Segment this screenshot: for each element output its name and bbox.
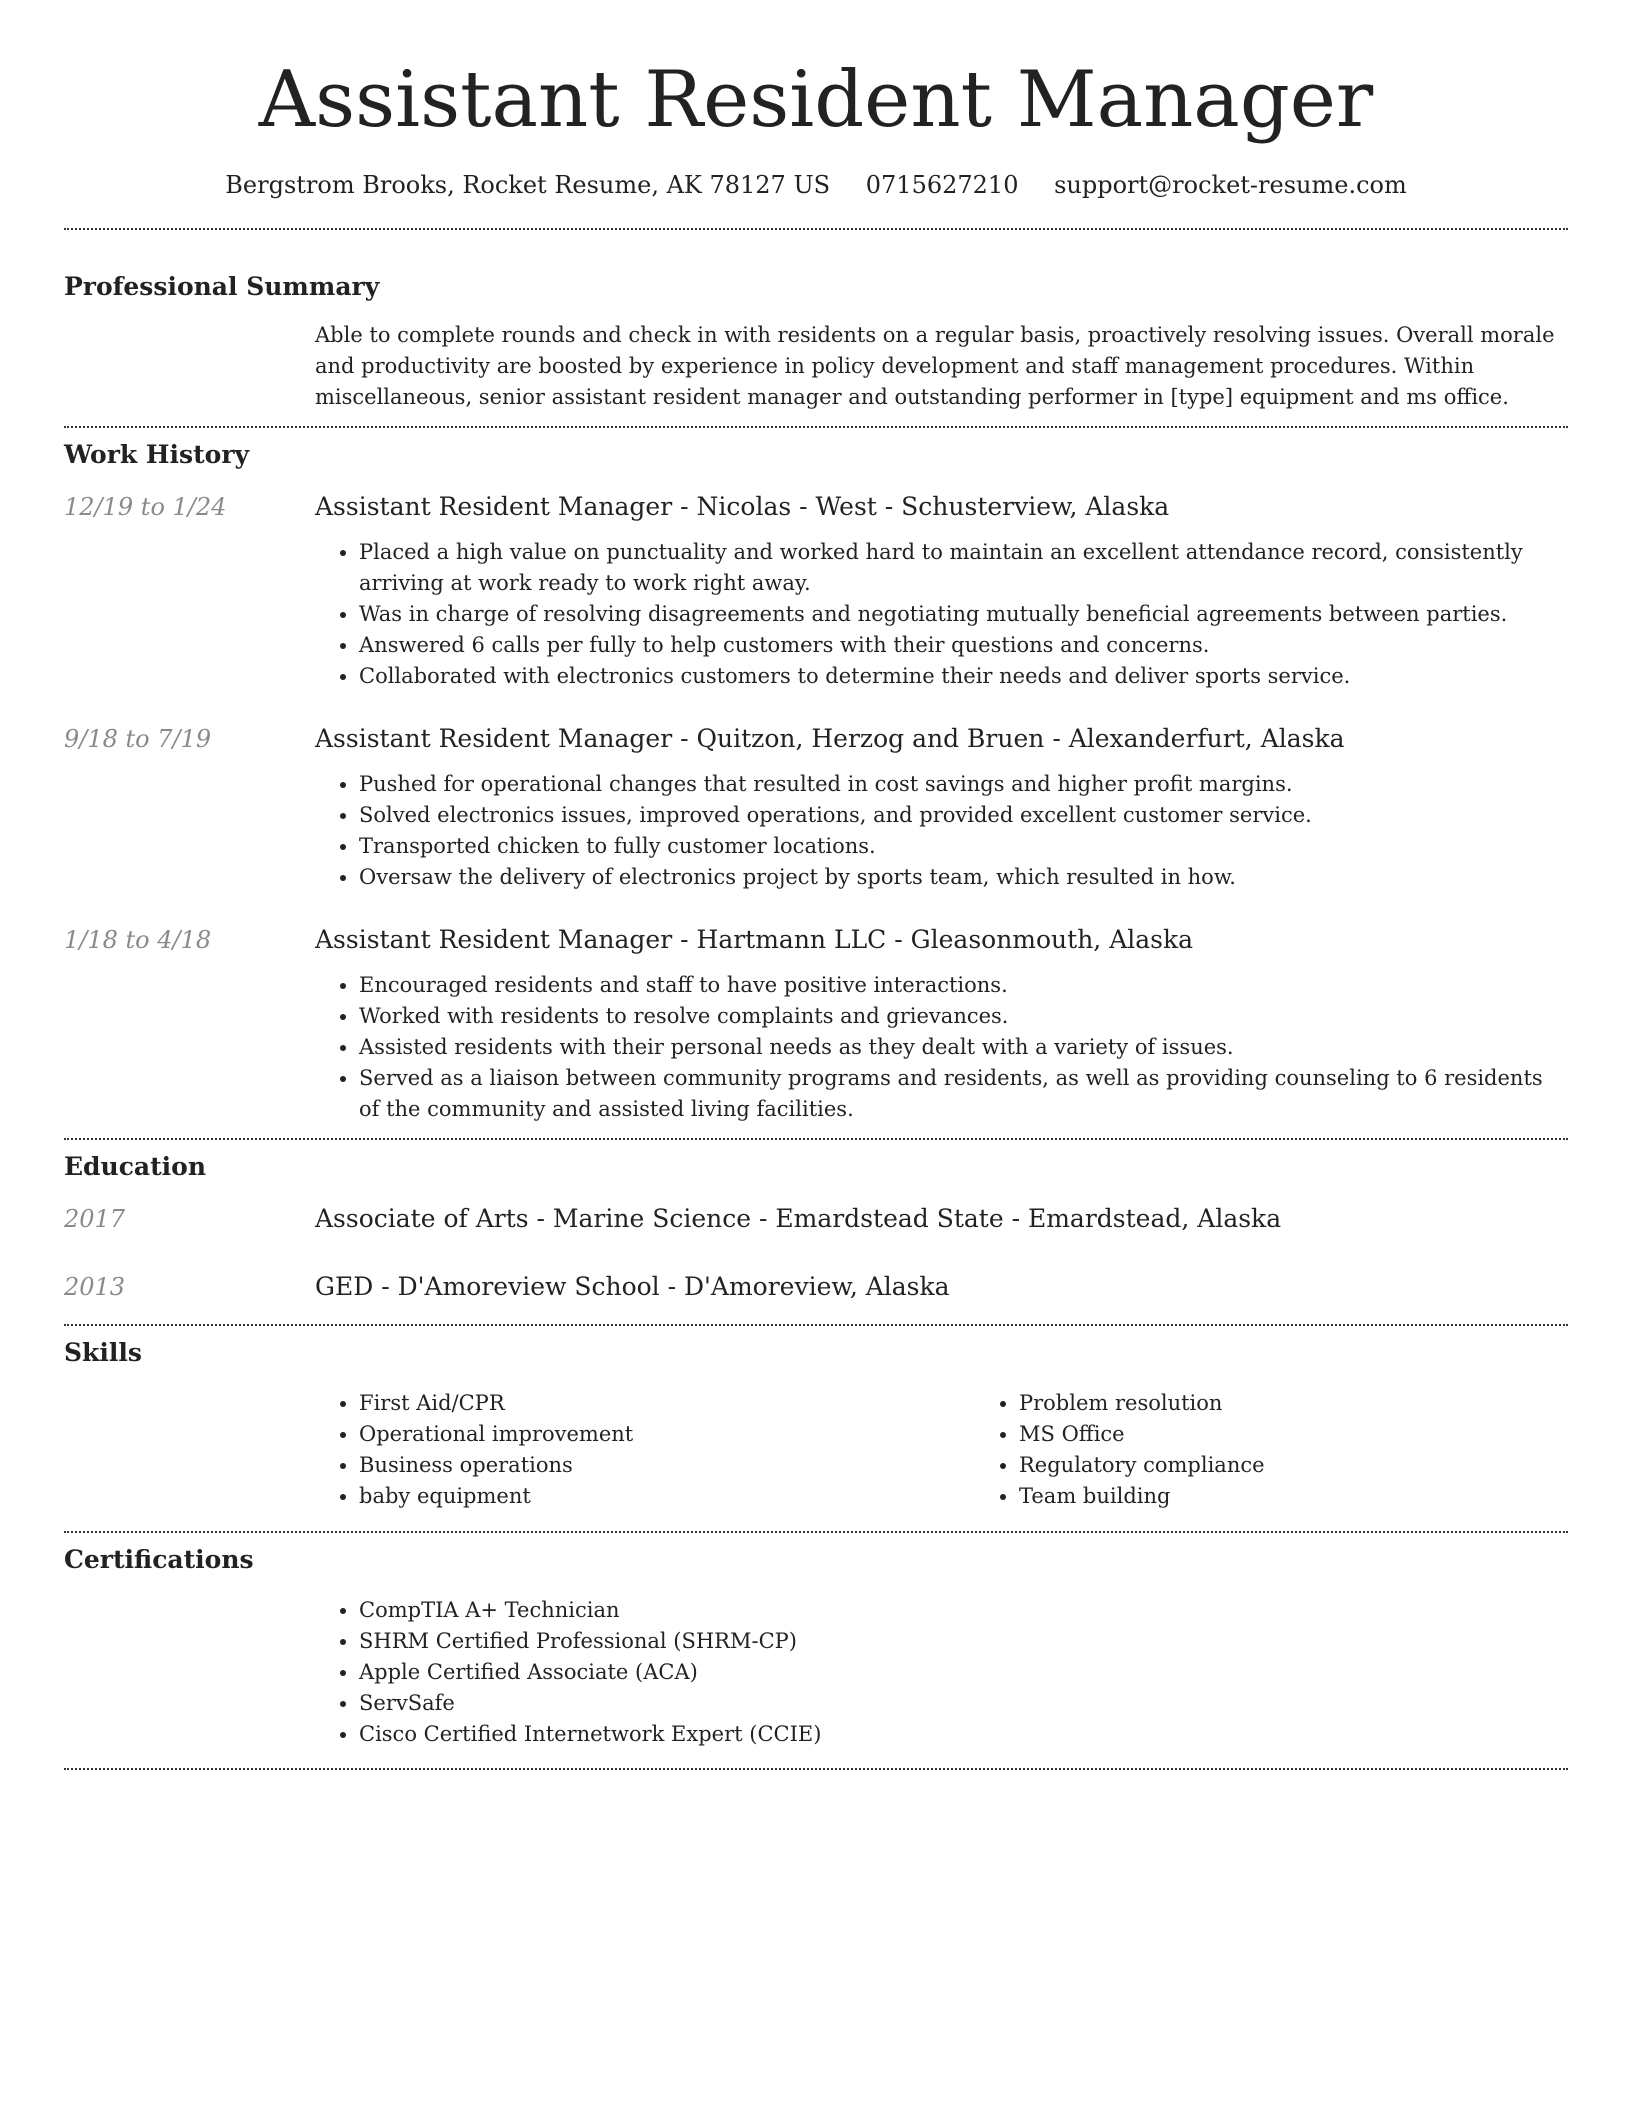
education-entry (64, 1202, 1568, 1236)
section-divider (64, 1324, 1568, 1326)
list-item: • Solved electronics issues, improved operations, and provided excellent customer service. (359, 800, 1568, 831)
summary-section (64, 270, 1568, 413)
education-entry (64, 1270, 1568, 1304)
list-item: • MS Office (1019, 1419, 1632, 1450)
education-year: 2017 (64, 1205, 126, 1233)
job-bullets (315, 537, 1568, 692)
job-entry (64, 923, 1568, 1125)
list-item: • Team building (1019, 1481, 1632, 1512)
skills-list-right (975, 1388, 1632, 1512)
resume-name: Assistant Resident Manager (258, 55, 1374, 145)
work-history-section (64, 438, 1568, 1125)
list-item: • Answered 6 calls per fully to help customers with their questions and concerns. (359, 630, 1568, 661)
job-heading: Assistant Resident Manager - Nicolas - West - Schusterview, Alaska (315, 492, 1170, 521)
section-divider (64, 426, 1568, 428)
list-item: • Pushed for operational changes that resulted in cost savings and higher profit margins. (359, 769, 1568, 800)
education-title: Education (64, 1152, 207, 1181)
summary-text: Able to complete rounds and check in with residents on a regular basis, proactively resolving issues. Overall morale and productivity are boosted by experience in policy development and staff management procedures. Within miscellaneous, senior assistant resident manager and outstanding performer in [type] equipment and ms office. (315, 323, 1555, 409)
job-heading: Assistant Resident Manager - Hartmann LLC - Gleasonmouth, Alaska (315, 925, 1194, 954)
work-history-title: Work History (64, 440, 250, 469)
contact-email: support@rocket-resume.com (1054, 171, 1407, 199)
contact-phone: 0715627210 (865, 171, 1019, 199)
contact-address: Bergstrom Brooks, Rocket Resume, AK 78127 US (225, 171, 831, 199)
job-dates: 12/19 to 1/24 (64, 493, 227, 521)
job-heading: Assistant Resident Manager - Quitzon, Herzog and Bruen - Alexanderfurt, Alaska (315, 724, 1345, 753)
list-item: • First Aid/CPR (359, 1388, 975, 1419)
list-item: • SHRM Certified Professional (SHRM-CP) (359, 1626, 1568, 1657)
list-item: • Problem resolution (1019, 1388, 1632, 1419)
skills-title: Skills (64, 1338, 142, 1367)
skills-list-left (315, 1388, 975, 1512)
certifications-section (64, 1543, 1568, 1750)
list-item: • Cisco Certified Internetwork Expert (CCIE) (359, 1719, 1568, 1750)
list-item: • Encouraged residents and staff to have positive interactions. (359, 970, 1568, 1001)
skills-section (64, 1336, 1568, 1512)
list-item: • Apple Certified Associate (ACA) (359, 1657, 1568, 1688)
education-heading: Associate of Arts - Marine Science - Emardstead State - Emardstead, Alaska (315, 1204, 1282, 1233)
education-heading: GED - D'Amoreview School - D'Amoreview, Alaska (315, 1272, 950, 1301)
education-section (64, 1150, 1568, 1304)
list-item: • Business operations (359, 1450, 975, 1481)
list-item: • Assisted residents with their personal needs as they dealt with a variety of issues. (359, 1032, 1568, 1063)
list-item: • CompTIA A+ Technician (359, 1595, 1568, 1626)
list-item: • baby equipment (359, 1481, 975, 1512)
list-item: • Transported chicken to fully customer locations. (359, 831, 1568, 862)
list-item: • Placed a high value on punctuality and worked hard to maintain an excellent attendance record, consistently arriving at work ready to work right away. (359, 537, 1568, 599)
list-item: • Collaborated with electronics customers to determine their needs and deliver sports service. (359, 661, 1568, 692)
job-dates: 9/18 to 7/19 (64, 725, 212, 753)
resume-header (64, 0, 1568, 202)
list-item: • Oversaw the delivery of electronics project by sports team, which resulted in how. (359, 862, 1568, 893)
section-divider (64, 1768, 1568, 1770)
education-year: 2013 (64, 1273, 126, 1301)
certifications-title: Certifications (64, 1545, 254, 1574)
summary-title: Professional Summary (64, 272, 380, 301)
job-entry (64, 722, 1568, 893)
list-item: • Served as a liaison between community programs and residents, as well as providing counseling to 6 residents of the community and assisted living facilities. (359, 1063, 1568, 1125)
list-item: • Operational improvement (359, 1419, 975, 1450)
section-divider (64, 1138, 1568, 1140)
certifications-list (315, 1595, 1568, 1750)
contact-line (64, 168, 1568, 202)
list-item: • Regulatory compliance (1019, 1450, 1632, 1481)
job-dates: 1/18 to 4/18 (64, 926, 212, 954)
list-item: • ServSafe (359, 1688, 1568, 1719)
job-entry (64, 490, 1568, 692)
section-divider (64, 1531, 1568, 1533)
job-bullets (315, 970, 1568, 1125)
job-bullets (315, 769, 1568, 893)
section-divider (64, 228, 1568, 230)
list-item: • Was in charge of resolving disagreements and negotiating mutually beneficial agreements between parties. (359, 599, 1568, 630)
list-item: • Worked with residents to resolve complaints and grievances. (359, 1001, 1568, 1032)
